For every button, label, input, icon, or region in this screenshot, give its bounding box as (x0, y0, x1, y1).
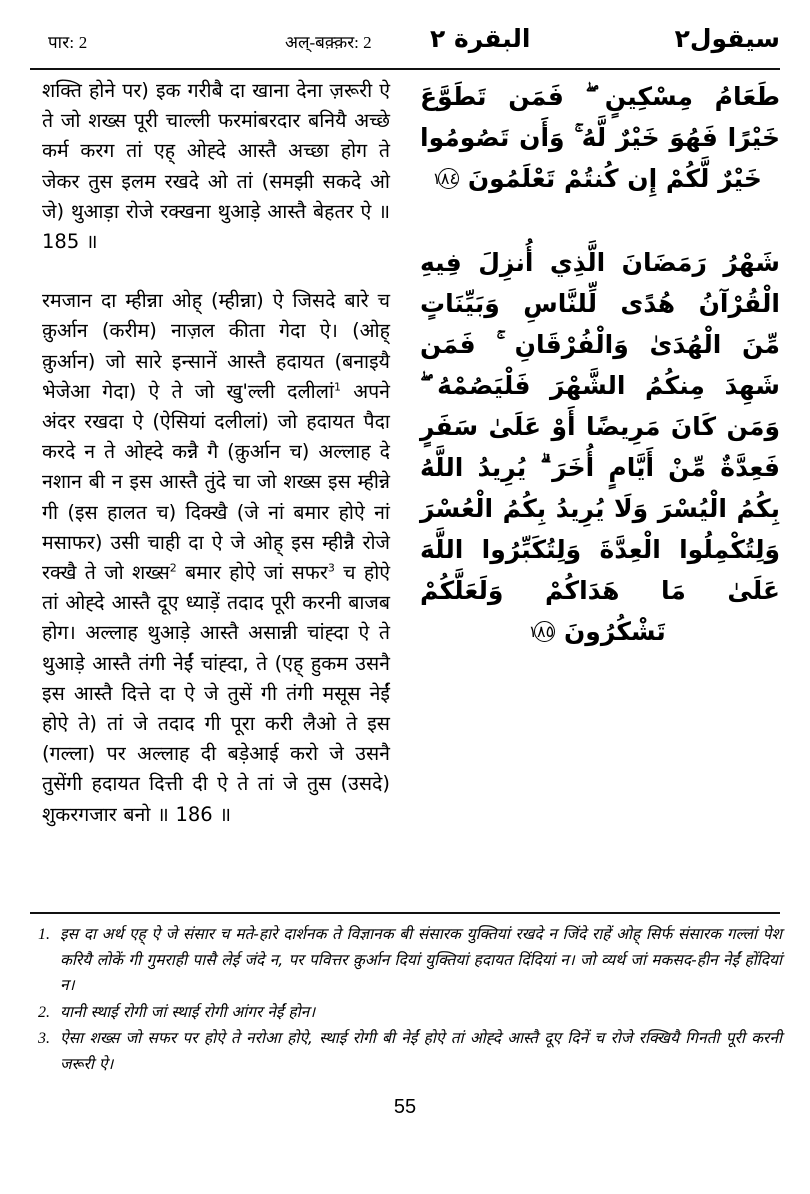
translation-paragraph-2: रमजान दा म्हीन्ना ओह् (म्हीन्ना) ऐ जिसदे बारे च क़ुर्आन (करीम) नाज़ल कीता गेदा ऐ। (ओह् क़ुर्आन) जो सारे इन्सानें आस्तै हदायत (बनाइयै भेजेआ गेदा) ऐ ते जो खु'ल्ली दलीलां$^1$ अपने अंदर रखदा ऐ (ऐसियां दलीलां) जो हदायत पैदा करदे न ते ओह्दे कन्नै गै (क़ुर्आन च) अल्लाह दे नशान बी न इस आस्तै तुंदे चा जो शख्स इस म्हीन्ने गी (इस हालत च) दिक्खै (जे नां बमार होऐ नां मसाफर) उसी चाही दा ऐ जे ओह् इस म्हीन्नै रोजे रक्खै ते जो शख्स$^2$ बमार होऐ जां सफर$^3$ च होऐ तां ओह्दे आस्तै दूए ध्याड़ें तदाद पूरी करनी बाजब होग। अल्लाह थुआड़े आस्तै असान्नी चांह्दा ऐ ते थुआड़े आस्तै तंगी नेईं चांह्दा, ते (एह् हुकम उसनै इस आस्तै दित्ते दा ऐ जे तुसें गी तंगी मसूस नेईं होऐ ते) तां जे तदाद गी पूरा करी लैओ ते इस (गल्ला) पर अल्लाह दी बड़ेआई करो जे उसनै तुसेंगी हदायत दित्ती दी ऐ ते तां जे तुस (उसदे) शुकरगजार बनो ॥ 186 ॥ (42, 289, 391, 826)
footnote-item (30, 1026, 782, 1077)
ayah-text-185: شَهْرُ رَمَضَانَ الَّذِي أُنزِلَ فِيهِ الْقُرْآنُ هُدًى لِّلنَّاسِ وَبَيِّنَاتٍ مِّنَ الْهُدَىٰ وَالْفُرْقَانِ ۚ فَمَن شَهِدَ مِنكُمُ الشَّهْرَ فَلْيَصُمْهُ ۖ وَمَن كَانَ مَرِيضًا أَوْ عَلَىٰ سَفَرٍ فَعِدَّةٌ مِّنْ أَيَّامٍ أُخَرَ ۗ يُرِيدُ اللَّهُ بِكُمُ الْيُسْرَ وَلَا يُرِيدُ بِكُمُ الْعُسْرَ وَلِتُكْمِلُوا الْعِدَّةَ وَلِتُكَبِّرُوا اللَّهَ عَلَىٰ مَا هَدَاكُمْ وَلَعَلَّكُمْ تَشْكُرُونَ (420, 248, 780, 646)
footnote-text: इस दा अर्थ एह् ऐ जे संसार च मते-हारे दार्शनक ते विज्ञानक बी संसारक युक्तियां रखदे न जिंदे राहें ओह् सिर्फ संसारक गल्लां पेश करियै लोकें गी गुमराही पासै लेई जंदे न, पर पवित्तर क़ुर्आन दियां युक्तियां हदायत दिंदियां न। जो व्यर्थ जां मकसद-हीन नेईं होंदियां न। (60, 925, 782, 994)
footnote-text: यानी स्थाई रोगी जां स्थाई रोगी आंगर नेईं होन। (60, 1002, 316, 1021)
translation-column (42, 76, 390, 830)
header-juz-arabic: سيقول٢ (674, 24, 780, 53)
footnote-number: 2. (38, 1003, 50, 1021)
page-body (30, 76, 780, 886)
footnote-list (30, 922, 782, 1078)
header-surah-arabic: البقرة ٢ (430, 24, 531, 53)
footnote-item (30, 922, 782, 999)
ayah-number-184: ١٨٤ (432, 169, 459, 188)
footnote-divider-rule (30, 912, 780, 914)
arabic-column (420, 76, 780, 652)
ayah-block-185 (420, 242, 780, 652)
ayah-number-185: ١٨٥ (528, 622, 555, 641)
footnote-number: 1. (38, 926, 50, 943)
page-number: 55 (393, 1096, 417, 1118)
footnote-item (30, 1000, 782, 1026)
footnote-text: ऐसा शख्स जो सफर पर होऐ ते नरोआ होऐ, स्थाई रोगी बी नेईं होऐ तां ओह्दे आस्तै दूए दिनें च रोजे रक्खियै गिनती पूरी करनी जरूरी ऐ। (60, 1029, 782, 1073)
header-divider-rule (30, 68, 780, 70)
header-para-label: पार: 2 (48, 33, 88, 52)
translation-paragraph-1: शक्ति होने पर) इक गरीबै दा खाना देना ज़रूरी ऐ ते जो शख्स पूरी चाल्ली फरमांबरदार बनियै अच्छे कर्म करग तां एह् ओह्दे आस्तै अच्छा होग ते जेकर तुस इलम रखदे ओ तां (समझी सकदे ओ जे) थुआड़ा रोजे रक्खना थुआड़े आस्तै बेहतर ऐ ॥ 185 ॥ (42, 79, 390, 254)
header-surah-label: अल्-बक़्क़र: 2 (285, 33, 372, 52)
ayah-block-184 (420, 76, 780, 199)
running-header (30, 24, 780, 64)
ayah-text-184: طَعَامُ مِسْكِينٍ ۖ فَمَن تَطَوَّعَ خَيْرًا فَهُوَ خَيْرٌ لَّهُ ۚ وَأَن تَصُومُوا خَيْرٌ لَّكُمْ إِن كُنتُمْ تَعْلَمُونَ (420, 82, 780, 193)
footnote-number: 3. (38, 1030, 50, 1047)
